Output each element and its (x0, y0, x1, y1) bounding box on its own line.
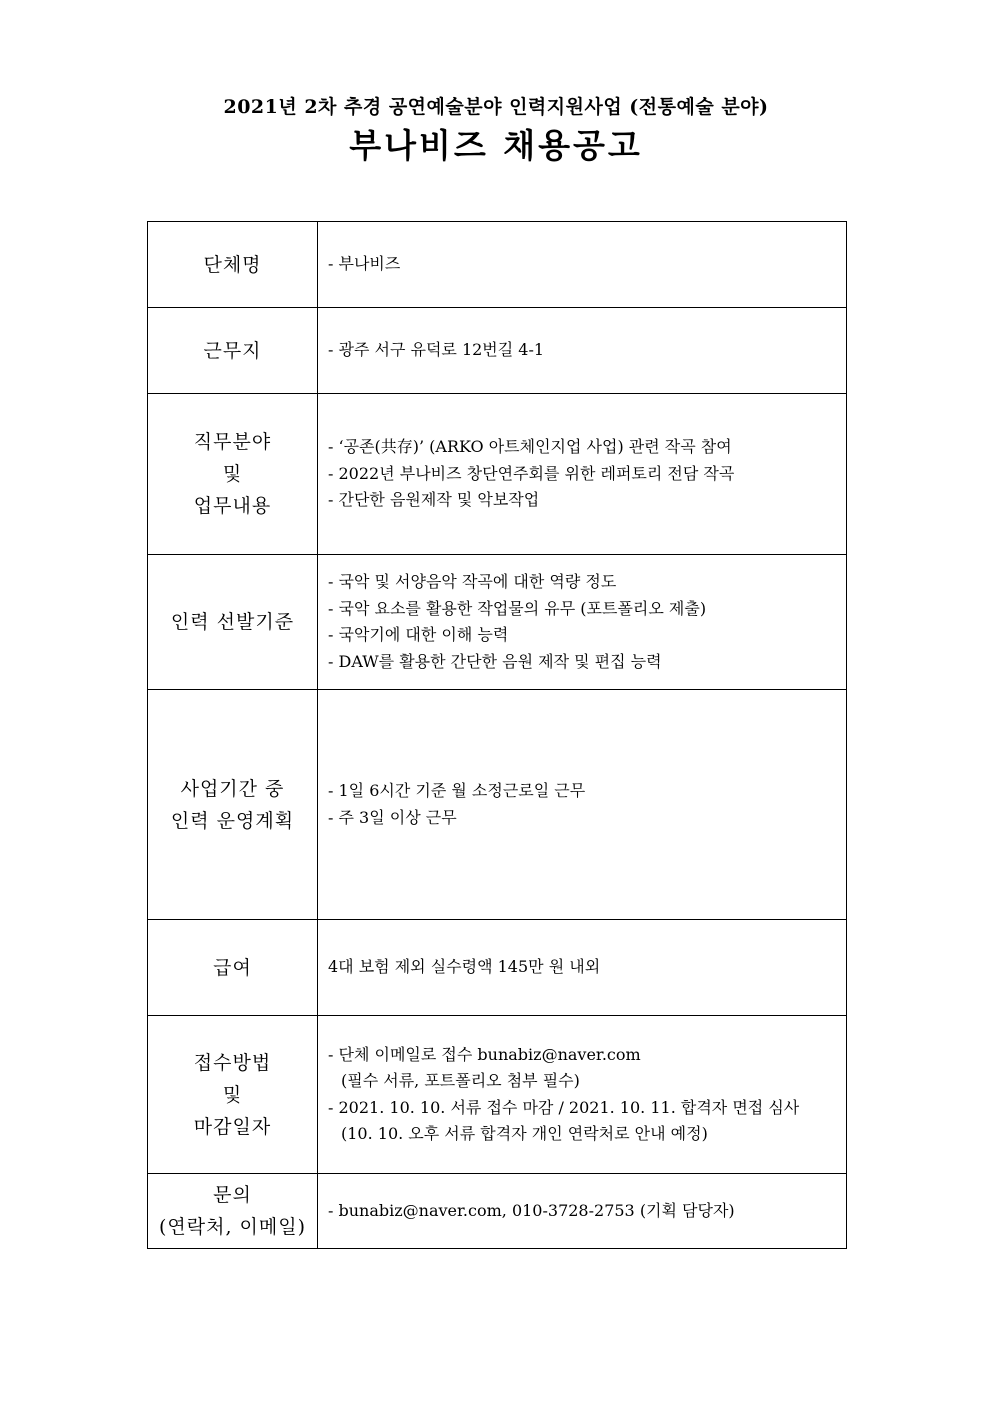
duties-value (318, 394, 847, 555)
row-contact (148, 1174, 847, 1249)
criteria-line: - 국악기에 대한 이해 능력 (328, 625, 509, 644)
organization-value (318, 222, 847, 308)
contact-line: - bunabiz@naver.com, 010-3728-2753 (기획 담당자) (328, 1200, 735, 1220)
criteria-value (318, 555, 847, 690)
application-label-line: 및 (222, 1083, 243, 1106)
duties-label-line: 업무내용 (193, 495, 272, 517)
salary-value (318, 920, 847, 1016)
criteria-line: - 국악 요소를 활용한 작업물의 유무 (포트폴리오 제출) (328, 598, 707, 618)
location-line: - 광주 서구 유덕로 12번길 4-1 (328, 340, 545, 360)
plan-label-line: 인력 운영계획 (170, 809, 295, 832)
plan-value (318, 690, 847, 920)
organization-label: 단체명 (148, 222, 318, 308)
row-location (148, 308, 847, 394)
duties-label-line: 및 (222, 463, 243, 485)
location-value (318, 308, 847, 394)
application-line: - 2021. 10. 10. 서류 접수 마감 / 2021. 10. 11. 합격자 면접 심사 (328, 1097, 800, 1117)
plan-line: - 1일 6시간 기준 월 소정근로일 근무 (328, 781, 586, 800)
plan-label (148, 690, 318, 920)
criteria-line: - DAW를 활용한 간단한 음원 제작 및 편집 능력 (328, 651, 662, 671)
row-organization (148, 222, 847, 308)
duties-label (148, 394, 318, 555)
salary-label: 급여 (148, 920, 318, 1016)
criteria-label: 인력 선발기준 (148, 555, 318, 690)
row-plan (148, 690, 847, 920)
row-application (148, 1016, 847, 1174)
duties-label-line: 직무분야 (193, 431, 272, 453)
row-criteria (148, 555, 847, 690)
contact-label-line: 문의 (213, 1184, 252, 1206)
application-line: - 단체 이메일로 접수 bunabiz@naver.com (328, 1044, 641, 1064)
contact-label (148, 1174, 318, 1249)
application-label-line: 접수방법 (193, 1051, 272, 1074)
document-title: 부나비즈 채용공고 (349, 126, 643, 165)
duties-line: - 2022년 부나비즈 창단연주회를 위한 레퍼토리 전담 작곡 (328, 463, 735, 483)
location-label: 근무지 (148, 308, 318, 394)
application-value (318, 1016, 847, 1174)
duties-line: - ‘공존(共存)’ (ARKO 아트체인지업 사업) 관련 작곡 참여 (328, 437, 732, 457)
application-label (148, 1016, 318, 1174)
plan-line: - 주 3일 이상 근무 (328, 807, 457, 827)
application-label-line: 마감일자 (193, 1115, 272, 1138)
contact-value (318, 1174, 847, 1249)
criteria-line: - 국악 및 서양음악 작곡에 대한 역량 정도 (328, 572, 617, 591)
contact-label-line: (연락처, 이메일) (158, 1216, 307, 1238)
document-subtitle: 2021년 2차 추경 공연예술분야 인력지원사업 (전통예술 분야) (223, 96, 769, 118)
recruitment-table (147, 221, 847, 1249)
plan-label-line: 사업기간 중 (180, 777, 285, 800)
application-line: (10. 10. 오후 서류 합격자 개인 연락처로 안내 예정) (341, 1124, 708, 1143)
row-duties (148, 394, 847, 555)
organization-line: - 부나비즈 (328, 254, 401, 274)
row-salary (148, 920, 847, 1016)
application-line: (필수 서류, 포트폴리오 첨부 필수) (341, 1071, 580, 1090)
salary-line: 4대 보험 제외 실수령액 145만 원 내외 (328, 957, 601, 977)
duties-line: - 간단한 음원제작 및 악보작업 (328, 490, 540, 510)
